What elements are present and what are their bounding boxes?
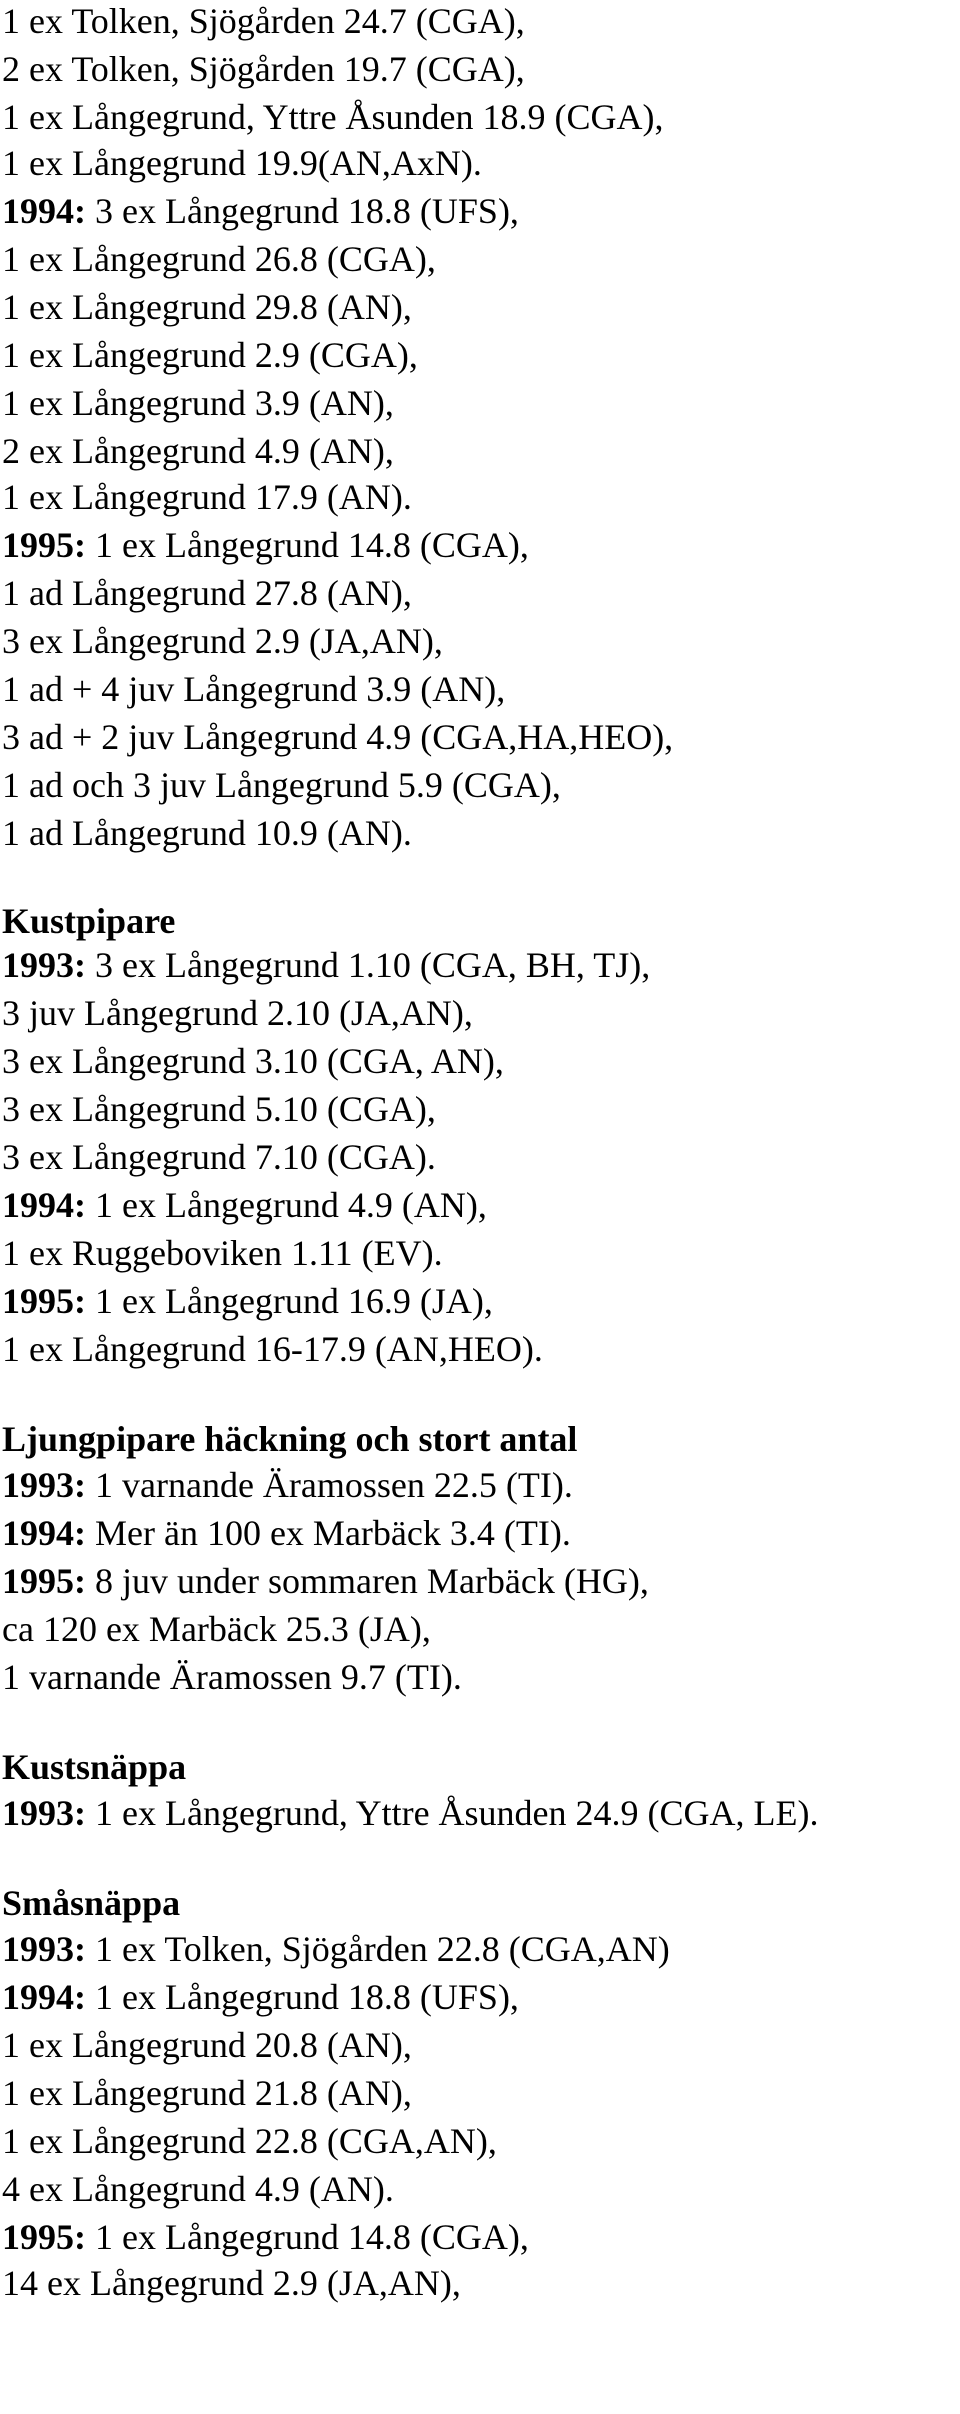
- year-label: 1995:: [2, 1281, 86, 1321]
- year-label: 1995:: [2, 1561, 86, 1601]
- record-line: [2, 1184, 487, 1226]
- species-heading: Kustsnäppa: [2, 1747, 187, 1787]
- record-line: [2, 476, 412, 518]
- record-text: 3 ex Långegrund 18.8 (UFS),: [86, 191, 519, 231]
- record-text: 1 ex Långegrund 14.8 (CGA),: [86, 2217, 529, 2257]
- record-text: 3 ex Långegrund 1.10 (CGA, BH, TJ),: [86, 945, 651, 985]
- record-text: 1 ex Långegrund 4.9 (AN),: [86, 1185, 487, 1225]
- record-line: [2, 1088, 436, 1130]
- record-line: [2, 1656, 462, 1698]
- year-label: 1994:: [2, 1977, 86, 2017]
- record-text: 3 ad + 2 juv Långegrund 4.9 (CGA,HA,HEO),: [2, 717, 674, 757]
- record-line: [2, 1608, 431, 1650]
- year-label: 1994:: [2, 1185, 86, 1225]
- record-text: 3 ex Långegrund 5.10 (CGA),: [2, 1089, 436, 1129]
- record-line: [2, 1280, 493, 1322]
- record-text: 1 varnande Äramossen 22.5 (TI).: [86, 1465, 573, 1505]
- record-text: 1 ex Långegrund 20.8 (AN),: [2, 2025, 412, 2065]
- record-line: [2, 1976, 519, 2018]
- record-text: 1 ex Långegrund 22.8 (CGA,AN),: [2, 2121, 497, 2161]
- record-text: 1 ex Tolken, Sjögården 24.7 (CGA),: [2, 1, 525, 41]
- record-text: 1 ex Långegrund 26.8 (CGA),: [2, 239, 436, 279]
- record-text: 1 ex Långegrund 16-17.9 (AN,HEO).: [2, 1329, 543, 1369]
- record-line: [2, 2262, 461, 2304]
- record-line: [2, 96, 664, 138]
- record-text: 1 ex Långegrund 17.9 (AN).: [2, 477, 412, 517]
- record-text: 1 ad + 4 juv Långegrund 3.9 (AN),: [2, 669, 506, 709]
- year-label: 1995:: [2, 2217, 86, 2257]
- record-text: 1 ex Långegrund 29.8 (AN),: [2, 287, 412, 327]
- record-text: 1 ex Långegrund 3.9 (AN),: [2, 383, 394, 423]
- record-text: 3 ex Långegrund 2.9 (JA,AN),: [2, 621, 443, 661]
- record-text: 14 ex Långegrund 2.9 (JA,AN),: [2, 2263, 461, 2303]
- record-text: 1 ex Långegrund, Yttre Åsunden 18.9 (CGA),: [2, 97, 664, 137]
- record-text: 8 juv under sommaren Marbäck (HG),: [86, 1561, 649, 1601]
- record-text: 1 ex Långegrund 16.9 (JA),: [86, 1281, 493, 1321]
- record-line: [2, 764, 561, 806]
- record-line: [2, 944, 650, 986]
- record-line: [2, 238, 436, 280]
- record-line: [2, 1328, 543, 1370]
- record-line: [2, 1560, 649, 1602]
- year-label: 1993:: [2, 1465, 86, 1505]
- record-text: 1 varnande Äramossen 9.7 (TI).: [2, 1657, 462, 1697]
- record-text: 3 ex Långegrund 3.10 (CGA, AN),: [2, 1041, 504, 1081]
- species-heading: Kustpipare: [2, 901, 176, 941]
- record-text: 4 ex Långegrund 4.9 (AN).: [2, 2169, 394, 2209]
- record-line: [2, 1928, 670, 1970]
- species-heading: Ljungpipare häckning och stort antal: [2, 1419, 578, 1459]
- record-text: 1 ex Långegrund 19.9(AN,AxN).: [2, 143, 482, 183]
- record-line: [2, 382, 394, 424]
- record-line: [2, 812, 412, 854]
- record-line: [2, 668, 505, 710]
- record-line: [2, 48, 525, 90]
- record-line: [2, 716, 673, 758]
- record-text: 1 ex Långegrund, Yttre Åsunden 24.9 (CGA, LE).: [86, 1793, 819, 1833]
- record-text: 1 ad Långegrund 10.9 (AN).: [2, 813, 412, 853]
- section-heading: [2, 1746, 186, 1788]
- record-text: Mer än 100 ex Marbäck 3.4 (TI).: [86, 1513, 571, 1553]
- year-label: 1994:: [2, 1513, 86, 1553]
- year-label: 1993:: [2, 1929, 86, 1969]
- record-text: 1 ex Ruggeboviken 1.11 (EV).: [2, 1233, 443, 1273]
- record-line: [2, 0, 525, 42]
- record-text: 2 ex Tolken, Sjögården 19.7 (CGA),: [2, 49, 525, 89]
- record-line: [2, 992, 473, 1034]
- record-line: [2, 2168, 394, 2210]
- record-line: [2, 2120, 497, 2162]
- record-line: [2, 1464, 573, 1506]
- record-line: [2, 334, 418, 376]
- record-line: [2, 572, 412, 614]
- record-line: [2, 2216, 529, 2258]
- record-text: 1 ad och 3 juv Långegrund 5.9 (CGA),: [2, 765, 561, 805]
- record-line: [2, 1792, 819, 1834]
- record-text: 2 ex Långegrund 4.9 (AN),: [2, 431, 394, 471]
- record-text: 3 juv Långegrund 2.10 (JA,AN),: [2, 993, 473, 1033]
- section-heading: [2, 1882, 180, 1924]
- record-text: ca 120 ex Marbäck 25.3 (JA),: [2, 1609, 431, 1649]
- year-label: 1994:: [2, 191, 86, 231]
- record-line: [2, 2072, 412, 2114]
- record-line: [2, 524, 529, 566]
- record-text: 1 ex Långegrund 21.8 (AN),: [2, 2073, 412, 2113]
- record-line: [2, 430, 394, 472]
- record-line: [2, 1232, 443, 1274]
- year-label: 1993:: [2, 945, 86, 985]
- record-line: [2, 1512, 571, 1554]
- record-line: [2, 620, 443, 662]
- record-text: 3 ex Långegrund 7.10 (CGA).: [2, 1137, 436, 1177]
- record-text: 1 ad Långegrund 27.8 (AN),: [2, 573, 412, 613]
- record-line: [2, 190, 519, 232]
- record-line: [2, 1136, 436, 1178]
- record-text: 1 ex Tolken, Sjögården 22.8 (CGA,AN): [86, 1929, 670, 1969]
- species-heading: Småsnäppa: [2, 1883, 181, 1923]
- record-line: [2, 286, 412, 328]
- record-line: [2, 2024, 412, 2066]
- record-text: 1 ex Långegrund 18.8 (UFS),: [86, 1977, 519, 2017]
- record-text: 1 ex Långegrund 14.8 (CGA),: [86, 525, 529, 565]
- section-heading: [2, 1418, 577, 1460]
- record-text: 1 ex Långegrund 2.9 (CGA),: [2, 335, 418, 375]
- record-line: [2, 142, 482, 184]
- section-heading: [2, 900, 175, 942]
- year-label: 1993:: [2, 1793, 86, 1833]
- year-label: 1995:: [2, 525, 86, 565]
- record-line: [2, 1040, 504, 1082]
